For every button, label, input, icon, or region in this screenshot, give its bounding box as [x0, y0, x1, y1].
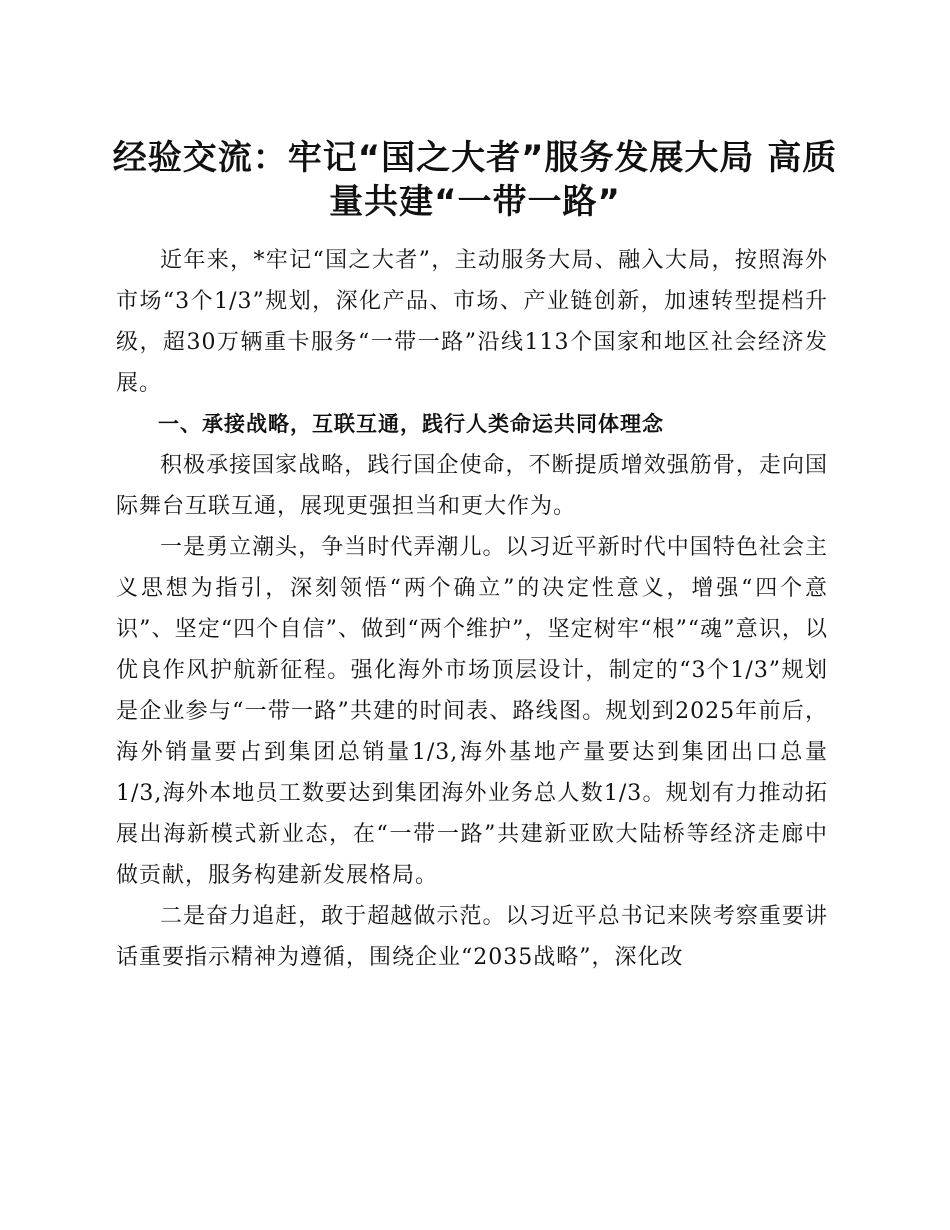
- point-one-paragraph: 一是勇立潮头，争当时代弄潮儿。以习近平新时代中国特色社会主义思想为指引，深刻领悟“两个确立”的决定性意义，增强“四个意识”、坚定“四个自信”、做到“两个维护”，坚定树牢“根”“魂”意识，以优良作风护航新征程。强化海外市场顶层设计，制定的“3个1/3”规划是企业参与“一带一路”共建的时间表、路线图。规划到2025年前后，海外销量要占到集团总销量1/3,海外基地产量要达到集团出口总量1/3,海外本地员工数要达到集团海外业务总人数1/3。规划有力推动拓展出海新模式新业态，在“一带一路”共建新亚欧大陆桥等经济走廊中做贡献，服务构建新发展格局。: [116, 535, 828, 888]
- document-title: 经验交流：牢记“国之大者”服务发展大局 高质量共建“一带一路”: [112, 138, 838, 222]
- point-two-paragraph: 二是奋力追赶，敢于超越做示范。以习近平总书记来陕考察重要讲话重要指示精神为遵循，围绕企业“2035战略”，深化改: [116, 904, 828, 970]
- section-heading: 一、承接战略，互联互通，践行人类命运共同体理念: [158, 412, 664, 436]
- document-body: [116, 240, 828, 978]
- section-intro-paragraph: 积极承接国家战略，践行国企使命，不断提质增效强筋骨，走向国际舞台互联互通，展现更强担当和更大作为。: [116, 453, 828, 519]
- intro-paragraph: 近年来，*牢记“国之大者”，主动服务大局、融入大局，按照海外市场“3个1/3”规划，深化产品、市场、产业链创新，加速转型提档升级，超30万辆重卡服务“一带一路”沿线113个国家和地区社会经济发展。: [116, 248, 828, 396]
